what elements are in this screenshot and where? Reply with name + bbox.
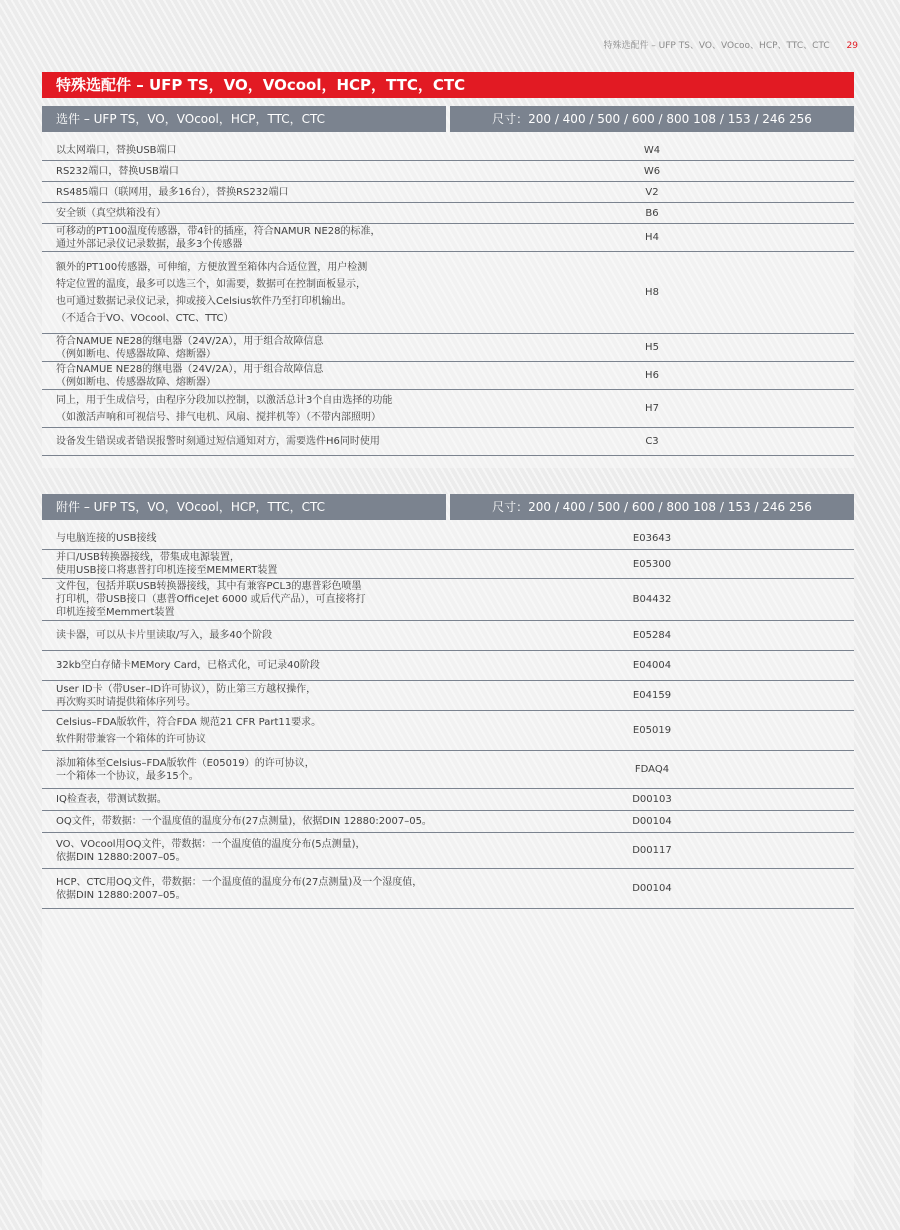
table-row	[42, 651, 854, 681]
description-line: 与电脑连接的USB接线	[56, 533, 157, 544]
row-description	[42, 815, 446, 828]
description-line: 添加箱体至Celsius–FDA版软件（E05019）的许可协议，	[56, 757, 315, 769]
row-description	[42, 165, 446, 178]
table-row	[42, 811, 854, 833]
table-row	[42, 550, 854, 579]
order-code: B04432	[632, 594, 672, 605]
table-row	[42, 751, 854, 789]
options-header-left: 选件 – UFP TS，VO，VOcool，HCP，TTC，CTC	[42, 106, 446, 132]
page-title: 特殊选配件 – UFP TS，VO，VOcool，HCP，TTC，CTC	[42, 72, 854, 98]
description-line: RS232端口，替换USB端口	[56, 165, 179, 177]
description-line: 额外的PT100传感器，可伸缩，方便放置至箱体内合适位置，用户检测	[56, 261, 368, 273]
order-code: D00104	[632, 883, 672, 894]
order-code: D00117	[632, 845, 672, 856]
order-code: B6	[645, 207, 659, 219]
order-code: E05300	[632, 558, 672, 570]
table-row	[42, 711, 854, 751]
table-row	[42, 833, 854, 869]
description-line: 同上，用于生成信号，由程序分段加以控制，以激活总计3个自由选择的功能	[56, 394, 393, 406]
description-line: 特定位置的温度，最多可以选三个，如需要，数据可在控制面板显示，	[56, 278, 366, 290]
order-code: H6	[645, 370, 659, 381]
row-description	[42, 335, 446, 361]
row-description	[42, 259, 446, 327]
row-description	[42, 757, 446, 783]
table-row	[42, 528, 854, 550]
description-line: RS485端口（联网用，最多16台），替换RS232端口	[56, 186, 289, 198]
accessories-header-left: 附件 – UFP TS，VO，VOcool，HCP，TTC，CTC	[42, 494, 446, 520]
table-row	[42, 182, 854, 203]
description-line: 使用USB接口将惠普打印机连接至MEMMERT装置	[56, 565, 278, 576]
order-code: H7	[645, 403, 659, 414]
description-line: 设备发生错误或者错误报警时刻通过短信通知对方，需要选件H6同时使用	[56, 436, 380, 447]
table-row	[42, 681, 854, 711]
row-description	[42, 793, 446, 806]
row-description	[42, 629, 446, 642]
order-code: E03643	[632, 533, 672, 544]
row-description	[42, 435, 446, 448]
row-description	[42, 683, 446, 709]
table-row	[42, 362, 854, 390]
order-code: E04004	[632, 660, 672, 671]
description-line: （例如断电、传感器故障、熔断器）	[56, 376, 216, 388]
description-line: 也可通过数据记录仪记录，抑或接入Celsius软件乃至打印机输出。	[56, 295, 352, 307]
description-line: 安全锁（真空烘箱没有）	[56, 207, 166, 219]
row-description	[42, 659, 446, 672]
order-code: E05019	[632, 725, 672, 736]
order-code: FDAQ4	[634, 764, 670, 775]
order-code: H8	[645, 287, 659, 298]
order-code: H5	[645, 342, 659, 353]
description-line: 依据DIN 12880:2007–05。	[56, 889, 186, 901]
description-line: 符合NAMUE NE28的继电器（24V/2A），用于组合故障信息	[56, 335, 324, 347]
options-table-header	[42, 106, 854, 132]
row-description	[42, 580, 446, 619]
table-row	[42, 789, 854, 811]
order-code: D00103	[632, 794, 672, 805]
row-description	[42, 876, 446, 902]
table-row	[42, 140, 854, 161]
order-code: C3	[645, 436, 659, 447]
row-description	[42, 363, 446, 389]
page-number: 29	[846, 41, 858, 51]
accessories-rows	[42, 528, 854, 909]
order-code: E04159	[632, 690, 672, 701]
description-line: Celsius–FDA版软件，符合FDA 规范21 CFR Part11要求。	[56, 716, 322, 728]
table-row	[42, 334, 854, 362]
row-description	[42, 838, 446, 864]
order-code: W4	[643, 144, 661, 156]
description-line: 一个箱体一个协议，最多15个。	[56, 770, 199, 782]
accessories-table-header	[42, 494, 854, 520]
description-line: （不适合于VO、VOcool、CTC、TTC）	[56, 312, 234, 324]
description-line: 依据DIN 12880:2007–05。	[56, 851, 186, 863]
options-table	[42, 106, 854, 468]
description-line: 符合NAMUE NE28的继电器（24V/2A），用于组合故障信息	[56, 363, 324, 375]
description-line: 文件包，包括并联USB转换器接线，其中有兼容PCL3的惠普彩色喷墨	[56, 581, 362, 592]
table-row	[42, 390, 854, 428]
running-head-text: 特殊选配件 – UFP TS、VO、VOcoo、HCP、TTC、CTC	[603, 41, 830, 51]
accessories-table	[42, 494, 854, 1200]
row-description	[42, 532, 446, 545]
accessories-header-right: 尺寸：200 / 400 / 500 / 600 / 800 108 / 153 / 246 256	[450, 494, 854, 520]
description-line: 打印机，带USB接口（惠普OfficeJet 6000 或后代产品），可直接将打	[56, 594, 366, 605]
row-description	[42, 714, 446, 748]
description-line: 再次购买时请提供箱体序列号。	[56, 696, 196, 708]
order-code: W6	[643, 165, 661, 177]
description-line: 可移动的PT100温度传感器，带4针的插座，符合NAMUR NE28的标准，	[56, 225, 381, 237]
description-line: （如激活声响和可视信号、排气电机、风扇、搅拌机等）（不带内部照明）	[56, 411, 381, 423]
table-row	[42, 161, 854, 182]
table-row	[42, 869, 854, 909]
row-description	[42, 392, 446, 426]
description-line: IQ检查表，带测试数据。	[56, 794, 167, 805]
order-code: D00104	[632, 816, 672, 827]
table-row	[42, 203, 854, 224]
row-description	[42, 551, 446, 577]
row-description	[42, 144, 446, 157]
description-line: 以太网端口，替换USB端口	[56, 144, 177, 156]
row-description	[42, 225, 446, 251]
description-line: 32kb空白存储卡MEMory Card，已格式化，可记录40阶段	[56, 660, 320, 671]
description-line: 印机连接至Memmert装置	[56, 607, 175, 618]
table-row	[42, 252, 854, 334]
description-line: （例如断电、传感器故障、熔断器）	[56, 348, 216, 360]
row-description	[42, 207, 446, 220]
description-line: User ID卡（带User–ID许可协议），防止第三方越权操作，	[56, 683, 317, 695]
table-row	[42, 224, 854, 252]
order-code: H4	[645, 232, 659, 243]
table-row	[42, 428, 854, 456]
description-line: 读卡器，可以从卡片里读取/写入，最多40个阶段	[56, 630, 273, 641]
description-line: 软件附带兼容一个箱体的许可协议	[56, 733, 206, 745]
description-line: HCP、CTC用OQ文件，带数据：一个温度值的温度分布(27点测量)及一个湿度值，	[56, 876, 423, 888]
description-line: OQ文件，带数据：一个温度值的温度分布(27点测量)，依据DIN 12880:2007–05。	[56, 816, 432, 827]
options-header-right: 尺寸：200 / 400 / 500 / 600 / 800 108 / 153 / 246 256	[450, 106, 854, 132]
order-code: E05284	[632, 630, 672, 641]
table-row	[42, 621, 854, 651]
running-head	[603, 38, 858, 51]
order-code: V2	[645, 186, 659, 198]
options-rows	[42, 140, 854, 456]
description-line: 通过外部记录仪记录数据，最多3个传感器	[56, 238, 243, 250]
table-row	[42, 579, 854, 621]
row-description	[42, 186, 446, 199]
description-line: 并口/USB转换器接线，带集成电源装置，	[56, 552, 240, 563]
description-line: VO、VOcool用OQ文件，带数据：一个温度值的温度分布(5点测量)，	[56, 838, 366, 850]
